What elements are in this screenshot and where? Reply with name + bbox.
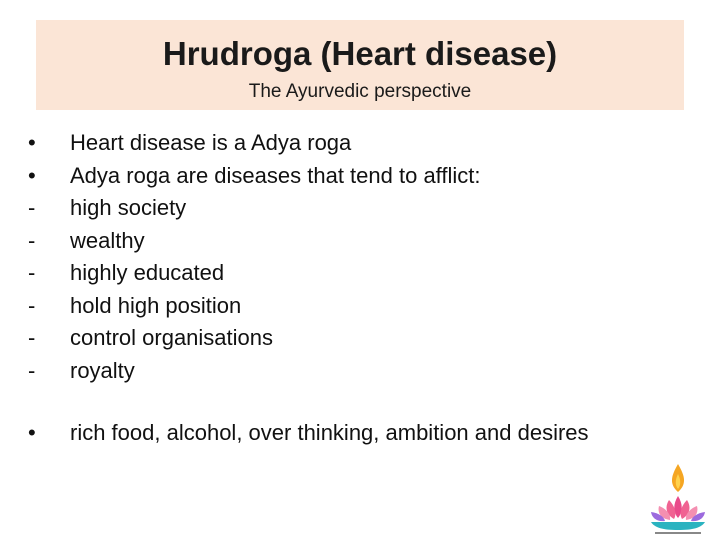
dash-marker: - bbox=[28, 227, 36, 253]
list-item bbox=[28, 127, 688, 160]
slide-subtitle: The Ayurvedic perspective bbox=[248, 81, 472, 102]
list-item-text: Adya roga are diseases that tend to afflict: bbox=[70, 162, 481, 188]
list-item bbox=[28, 322, 688, 355]
dash-marker: - bbox=[28, 260, 36, 285]
dash-marker: - bbox=[28, 292, 36, 318]
list-item-text: Heart disease is a Adya roga bbox=[70, 130, 352, 155]
list-item bbox=[28, 290, 688, 323]
list-item-text: royalty bbox=[70, 357, 135, 383]
list-item-text: highly educated bbox=[70, 260, 225, 285]
list-item-text: high society bbox=[70, 195, 187, 220]
bullet-marker: • bbox=[28, 130, 36, 155]
list-item bbox=[28, 417, 688, 449]
list-item bbox=[28, 160, 688, 193]
title-banner bbox=[36, 20, 684, 110]
list-item-text: control organisations bbox=[70, 325, 274, 350]
bullet-marker: • bbox=[28, 420, 36, 445]
dash-marker: - bbox=[28, 357, 36, 383]
list-item bbox=[28, 192, 688, 225]
dash-marker: - bbox=[28, 325, 36, 350]
list-item-text: wealthy bbox=[70, 227, 145, 253]
list-item bbox=[28, 225, 688, 258]
bullet-list bbox=[28, 127, 688, 387]
bullet-marker: • bbox=[28, 162, 36, 188]
diya-lamp-logo-icon bbox=[641, 462, 715, 536]
list-item-text: rich food, alcohol, over thinking, ambition and desires bbox=[70, 420, 589, 445]
list-item-text: hold high position bbox=[70, 292, 242, 318]
slide-title: Hrudroga (Heart disease) bbox=[162, 35, 558, 72]
list-item bbox=[28, 257, 688, 290]
list-item bbox=[28, 355, 688, 388]
final-bullet-list bbox=[28, 417, 688, 449]
dash-marker: - bbox=[28, 195, 36, 220]
